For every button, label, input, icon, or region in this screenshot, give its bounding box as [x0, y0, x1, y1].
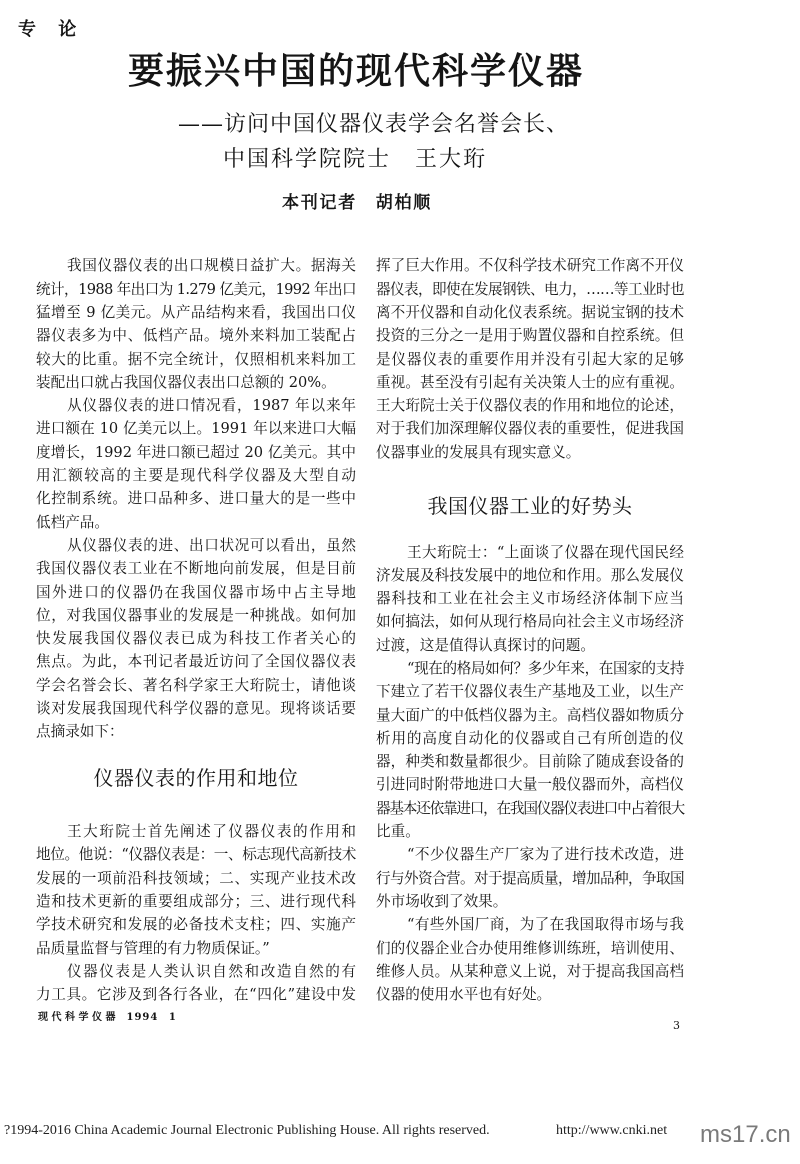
- text-line: 下建立了若干仪器仪表生产基地及工业，以生产: [376, 683, 684, 701]
- paragraph: [36, 960, 356, 1007]
- text-line: 进口额在 10 亿美元以上。1991 年以来进口大幅: [36, 420, 356, 438]
- text-line: 王大珩院士关于仪器仪表的作用和地位的论述，: [376, 397, 684, 415]
- text-line: 器仪表多为中、低档产品。境外来料加工装配占: [36, 327, 356, 345]
- cnki-url: http://www.cnki.net: [556, 1123, 668, 1138]
- text-line: 仪器仪表是人类认识自然和改造自然的有: [67, 962, 356, 980]
- text-line: 学会名誉会长、著名科学家王大珩院士，请他谈: [36, 676, 356, 694]
- text-line: 仪器事业的发展具有现实意义。: [376, 443, 581, 461]
- subtitle-line: 中国科学院院士 王大珩: [223, 147, 488, 172]
- text-line: 化控制系统。进口品种多、进口量大的是一些中: [36, 490, 356, 508]
- journal-name: 现代科学仪器: [38, 1012, 119, 1023]
- text-line: 济发展及科技发展中的地位和作用。那么发展仪: [376, 566, 684, 584]
- text-line: “现在的格局如何？多少年来，在国家的支持: [407, 660, 684, 677]
- paragraph: [376, 657, 684, 843]
- paragraph: [376, 843, 684, 913]
- text-line: 装配出口就占我国仪器仪表出口总额的 20%。: [36, 373, 336, 391]
- text-line: 猛增至 9 亿美元。从产品结构来看，我国出口仪: [36, 303, 356, 321]
- section-heading: 我国仪器工业的好势头: [427, 494, 633, 519]
- text-line: 重视。甚至没有引起有关决策人士的应有重视。: [376, 373, 684, 391]
- text-line: “有些外国厂商，为了在我国取得市场与我: [407, 916, 684, 934]
- text-line: 离不开仪器和自动化仪表系统。据说宝钢的技术: [376, 303, 684, 321]
- text-line: 引进同时附带地进口大量一般仪器而外，高档仪: [376, 776, 684, 794]
- paragraph: [36, 820, 356, 960]
- section-label: 专 论: [18, 19, 85, 40]
- article-subtitle: [178, 112, 618, 182]
- text-line: 点摘录如下：: [36, 723, 124, 741]
- paragraph: [36, 394, 356, 534]
- byline: 本刊记者 胡柏顺: [282, 193, 432, 213]
- text-line: 行与外资合营。对于提高质量，增加品种，争取国: [376, 869, 684, 887]
- journal-year: 1994: [126, 1012, 159, 1023]
- text-line: 器基本还依靠进口，在我国仪器仪表进口中占着很大: [376, 799, 684, 817]
- paragraph: [36, 254, 356, 394]
- text-line: 焦点。为此，本刊记者最近访问了全国仪器仪表: [36, 653, 356, 671]
- text-line: 比重。: [376, 823, 420, 841]
- text-line: 投资的三分之一是用于购置仪器和自控系统。但: [376, 327, 684, 345]
- paragraph: [376, 254, 684, 464]
- text-line: 挥了巨大作用。不仅科学技术研究工作离不开仪: [376, 257, 684, 275]
- text-line: 器，种类和数量都很少。目前除了随成套设备的: [376, 753, 684, 771]
- text-line: 较大的比重。据不完全统计，仅照相机来料加工: [36, 350, 356, 368]
- text-line: 快发展我国仪器仪表已成为科技工作者关心的: [36, 630, 356, 648]
- journal-footer: [38, 1011, 176, 1025]
- text-line: 低档产品。: [36, 513, 109, 531]
- text-line: 学技术研究和发展的必备技术支柱；四、实施产: [36, 916, 356, 934]
- page-number: 3: [673, 1019, 680, 1032]
- text-line: 谈对发展我国现代科学仪器的意见。现将谈话要: [36, 699, 356, 717]
- text-line: 力工具。它涉及到各行各业，在“四化”建设中发: [36, 986, 356, 1004]
- article-title: 要振兴中国的现代科学仪器: [127, 50, 584, 92]
- text-line: 从仪器仪表的进、出口状况可以看出，虽然: [67, 536, 356, 554]
- text-line: 析用的高度自动化的仪器或自己有所创造的仪: [376, 729, 684, 747]
- text-line: 仪器的使用水平也有好处。: [376, 986, 552, 1004]
- text-line: 对于我们加深理解仪器仪表的重要性，促进我国: [376, 420, 684, 438]
- text-line: 过渡，这是值得认真探讨的问题。: [376, 636, 595, 654]
- text-line: 们的仪器企业合办使用维修训练班，培训使用、: [376, 939, 684, 957]
- text-line: 度增长，1992 年进口额已超过 20 亿美元。其中: [36, 443, 356, 461]
- journal-issue: 1: [168, 1012, 176, 1023]
- text-line: 外市场收到了效果。: [376, 892, 508, 910]
- text-line: 品质量监督与管理的有力物质保证。”: [36, 939, 270, 957]
- left-text-column: [36, 254, 356, 1006]
- text-line: 发展的一项前沿科技领域；二、实现产业技术改: [36, 869, 356, 887]
- text-line: 王大珩院士首先阐述了仪器仪表的作用和: [67, 823, 356, 841]
- paragraph: [36, 534, 356, 744]
- text-line: 造和技术更新的重要组成部分；三、进行现代科: [36, 892, 356, 910]
- section-heading: 仪器仪表的作用和地位: [93, 766, 299, 791]
- paragraph: [376, 541, 684, 657]
- subtitle-line: ——访问中国仪器仪表学会名誉会长、: [178, 112, 570, 137]
- text-line: 用汇额较高的主要是现代科学仪器及大型自动: [36, 467, 356, 485]
- text-line: 我国仪器仪表工业在不断地向前发展，但是目前: [36, 560, 356, 578]
- text-line: 王大珩院士：“上面谈了仪器在现代国民经: [407, 543, 684, 561]
- text-line: 维修人员。从某种意义上说，对于提高我国高档: [376, 962, 684, 980]
- text-line: 从仪器仪表的进口情况看，1987 年以来年: [67, 397, 356, 415]
- copyright-notice: ?1994-2016 China Academic Journal Electronic Publishing House. All rights reserved.: [4, 1123, 490, 1138]
- text-line: 是仪器仪表的重要作用并没有引起大家的足够: [376, 350, 684, 368]
- text-line: “不少仪器生产厂家为了进行技术改造，进: [407, 846, 684, 864]
- text-line: 量大面广的中低档仪器为主。高档仪器如物质分: [376, 706, 684, 724]
- text-line: 器科技和工业在社会主义市场经济体制下应当: [376, 590, 684, 608]
- text-line: 位，对我国仪器事业的发展是一种挑战。如何加: [36, 606, 356, 624]
- site-watermark: ms17.cn: [700, 1121, 791, 1148]
- text-line: 如何搞法，如何从现行格局向社会主义市场经济: [376, 613, 684, 631]
- text-line: 我国仪器仪表的出口规模日益扩大。据海关: [67, 257, 356, 275]
- text-line: 地位。他说：“仪器仪表是：一、标志现代高新技术: [36, 846, 356, 864]
- text-line: 统计，1988 年出口为 1.279 亿美元，1992 年出口: [36, 280, 356, 298]
- text-line: 器仪表，即使在发展钢铁、电力，……等工业时也: [376, 280, 684, 298]
- right-text-column: [376, 254, 684, 1006]
- text-line: 国外进口的仪器仍在我国仪器市场中占主导地: [36, 583, 356, 601]
- paragraph: [376, 913, 684, 1006]
